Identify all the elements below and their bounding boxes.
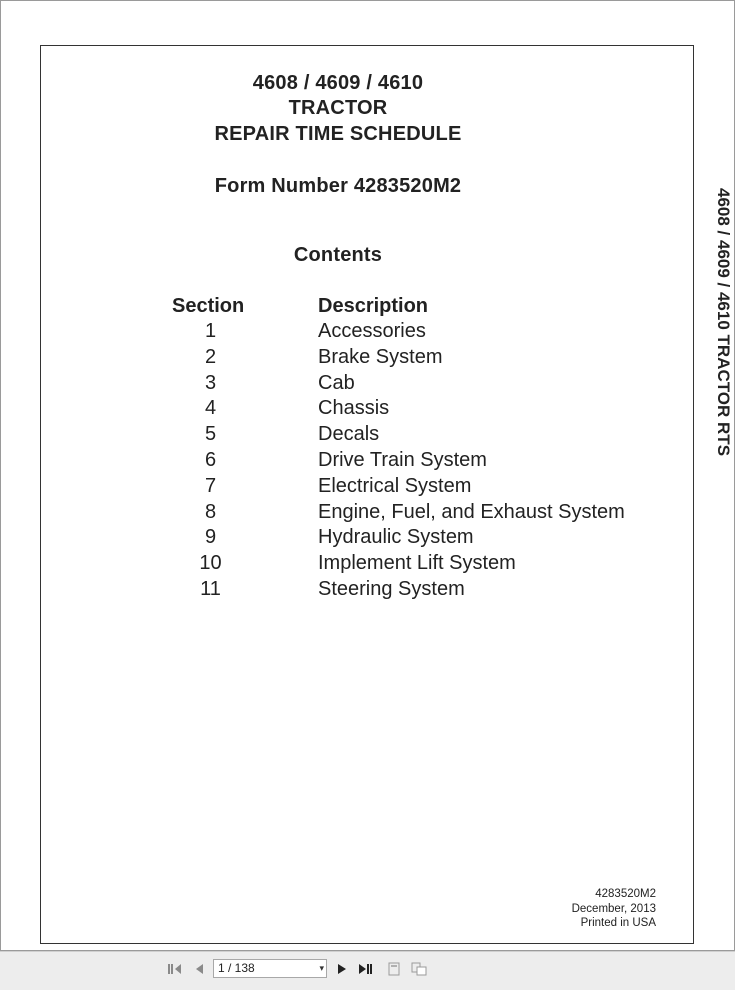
first-page-icon[interactable] bbox=[166, 960, 184, 978]
toc-description: Drive Train System bbox=[318, 448, 487, 471]
toc-row bbox=[41, 475, 681, 501]
side-spine-title: 4608 / 4609 / 4610 TRACTOR RTS bbox=[714, 188, 733, 457]
toc-row bbox=[41, 501, 681, 527]
toc-section-number: 3 bbox=[204, 371, 217, 394]
chevron-down-icon: ▾ bbox=[319, 963, 324, 973]
toc-row bbox=[41, 320, 681, 346]
contents-heading: Contents bbox=[293, 244, 383, 266]
toc-row bbox=[41, 449, 681, 475]
toc-row bbox=[41, 526, 681, 552]
previous-page-icon[interactable] bbox=[190, 960, 208, 978]
title-product: TRACTOR bbox=[288, 97, 388, 119]
toc-description: Accessories bbox=[318, 320, 426, 342]
toc-description: Decals bbox=[318, 423, 380, 446]
page-number-select[interactable] bbox=[213, 959, 327, 978]
page-indicator: 1 / 138 bbox=[218, 961, 255, 975]
toc-row bbox=[41, 423, 681, 449]
toc-section-number: 8 bbox=[204, 500, 217, 523]
toc-description: Electrical System bbox=[318, 474, 472, 497]
toc-section-number: 7 bbox=[204, 474, 217, 497]
page-navigation-toolbar bbox=[0, 951, 735, 990]
toc-section-number: 4 bbox=[204, 397, 217, 420]
form-number: Form Number 4283520M2 bbox=[214, 175, 462, 197]
toc-description: Steering System bbox=[318, 577, 465, 600]
footer-form-number: 4283520M2 bbox=[595, 888, 656, 900]
toc-row bbox=[41, 397, 681, 423]
section-column-header: Section bbox=[172, 295, 245, 317]
toc-description: Hydraulic System bbox=[318, 526, 474, 549]
title-schedule: REPAIR TIME SCHEDULE bbox=[214, 123, 462, 145]
toc-description: Chassis bbox=[318, 397, 390, 420]
toc-section-number: 6 bbox=[204, 448, 217, 471]
toc-row bbox=[41, 372, 681, 398]
toc-section-number: 10 bbox=[199, 552, 222, 575]
toc-description: Brake System bbox=[318, 345, 443, 368]
table-of-contents bbox=[41, 320, 681, 604]
toc-section-number: 11 bbox=[200, 577, 221, 600]
toc-row bbox=[41, 346, 681, 372]
toc-description: Implement Lift System bbox=[318, 552, 516, 575]
toc-section-number: 9 bbox=[204, 526, 217, 549]
toc-section-number: 1 bbox=[204, 320, 217, 342]
title-models: 4608 / 4609 / 4610 bbox=[252, 72, 424, 94]
description-column-header: Description bbox=[318, 295, 429, 317]
toc-description: Engine, Fuel, and Exhaust System bbox=[318, 500, 625, 523]
toc-row bbox=[41, 578, 681, 604]
next-page-icon[interactable] bbox=[333, 960, 351, 978]
single-page-view-icon[interactable] bbox=[385, 960, 403, 978]
footer-printed: Printed in USA bbox=[580, 917, 656, 929]
toc-section-number: 2 bbox=[204, 345, 217, 368]
last-page-icon[interactable] bbox=[357, 960, 375, 978]
footer-date: December, 2013 bbox=[571, 902, 656, 915]
toc-row bbox=[41, 552, 681, 578]
toc-section-number: 5 bbox=[204, 423, 217, 446]
document-page bbox=[40, 45, 694, 944]
two-page-view-icon[interactable] bbox=[410, 960, 428, 978]
toc-description: Cab bbox=[318, 371, 355, 394]
document-footer bbox=[572, 887, 656, 931]
